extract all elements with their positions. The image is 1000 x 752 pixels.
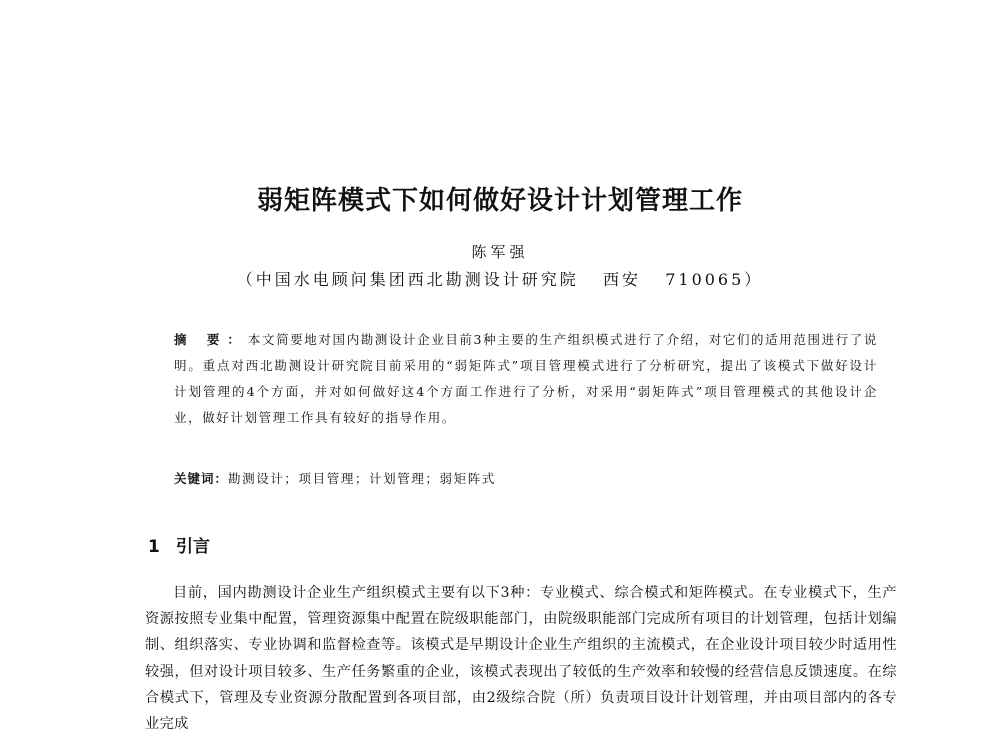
paper-title: 弱矩阵模式下如何做好设计计划管理工作 — [256, 186, 743, 216]
keywords-block — [174, 466, 878, 492]
section-heading — [148, 534, 210, 560]
section-number: 1 — [148, 537, 160, 557]
author-affiliation: （中国水电顾问集团西北勘测设计研究院 西安 710065） — [236, 270, 764, 289]
author-name: 陈军强 — [471, 243, 529, 261]
keywords-label: 关键词： — [174, 471, 229, 486]
body-paragraph: 目前，国内勘测设计企业生产组织模式主要有以下3种：专业模式、综合模式和矩阵模式。在专业模式下，生产资源按照专业集中配置，管理资源集中配置在院级职能部门，由院级职能部门完成所有项目的计划管理，包括计划编制、组织落实、专业协调和监督检查等。该模式是早期设计企业生产组织的主流模式，在企业设计项目较少时适用性较强，但对设计项目较多、生产任务繁重的企业，该模式表现出了较低的生产效率和较慢的经营信息反馈速度。在综合模式下，管理及专业资源分散配置到各项目部，由2级综合院（所）负责项目设计计划管理，并由项目部内的各专业完成 — [145, 585, 897, 733]
section-title: 引言 — [176, 537, 210, 557]
abstract-text: 本文简要地对国内勘测设计企业目前3种主要的生产组织模式进行了介绍，对它们的适用范围进行了说明。重点对西北勘测设计研究院目前采用的“弱矩阵式”项目管理模式进行了分析研究，提出了该模式下做好设计计划管理的4个方面，并对如何做好这4个方面工作进行了分析，对采用“弱矩阵式”项目管理模式的其他设计企业，做好计划管理工作具有较好的指导作用。 — [174, 332, 878, 425]
keywords-text: 勘测设计；项目管理；计划管理；弱矩阵式 — [228, 471, 496, 486]
abstract-label: 摘 要： — [174, 332, 248, 347]
abstract-block — [174, 327, 878, 431]
